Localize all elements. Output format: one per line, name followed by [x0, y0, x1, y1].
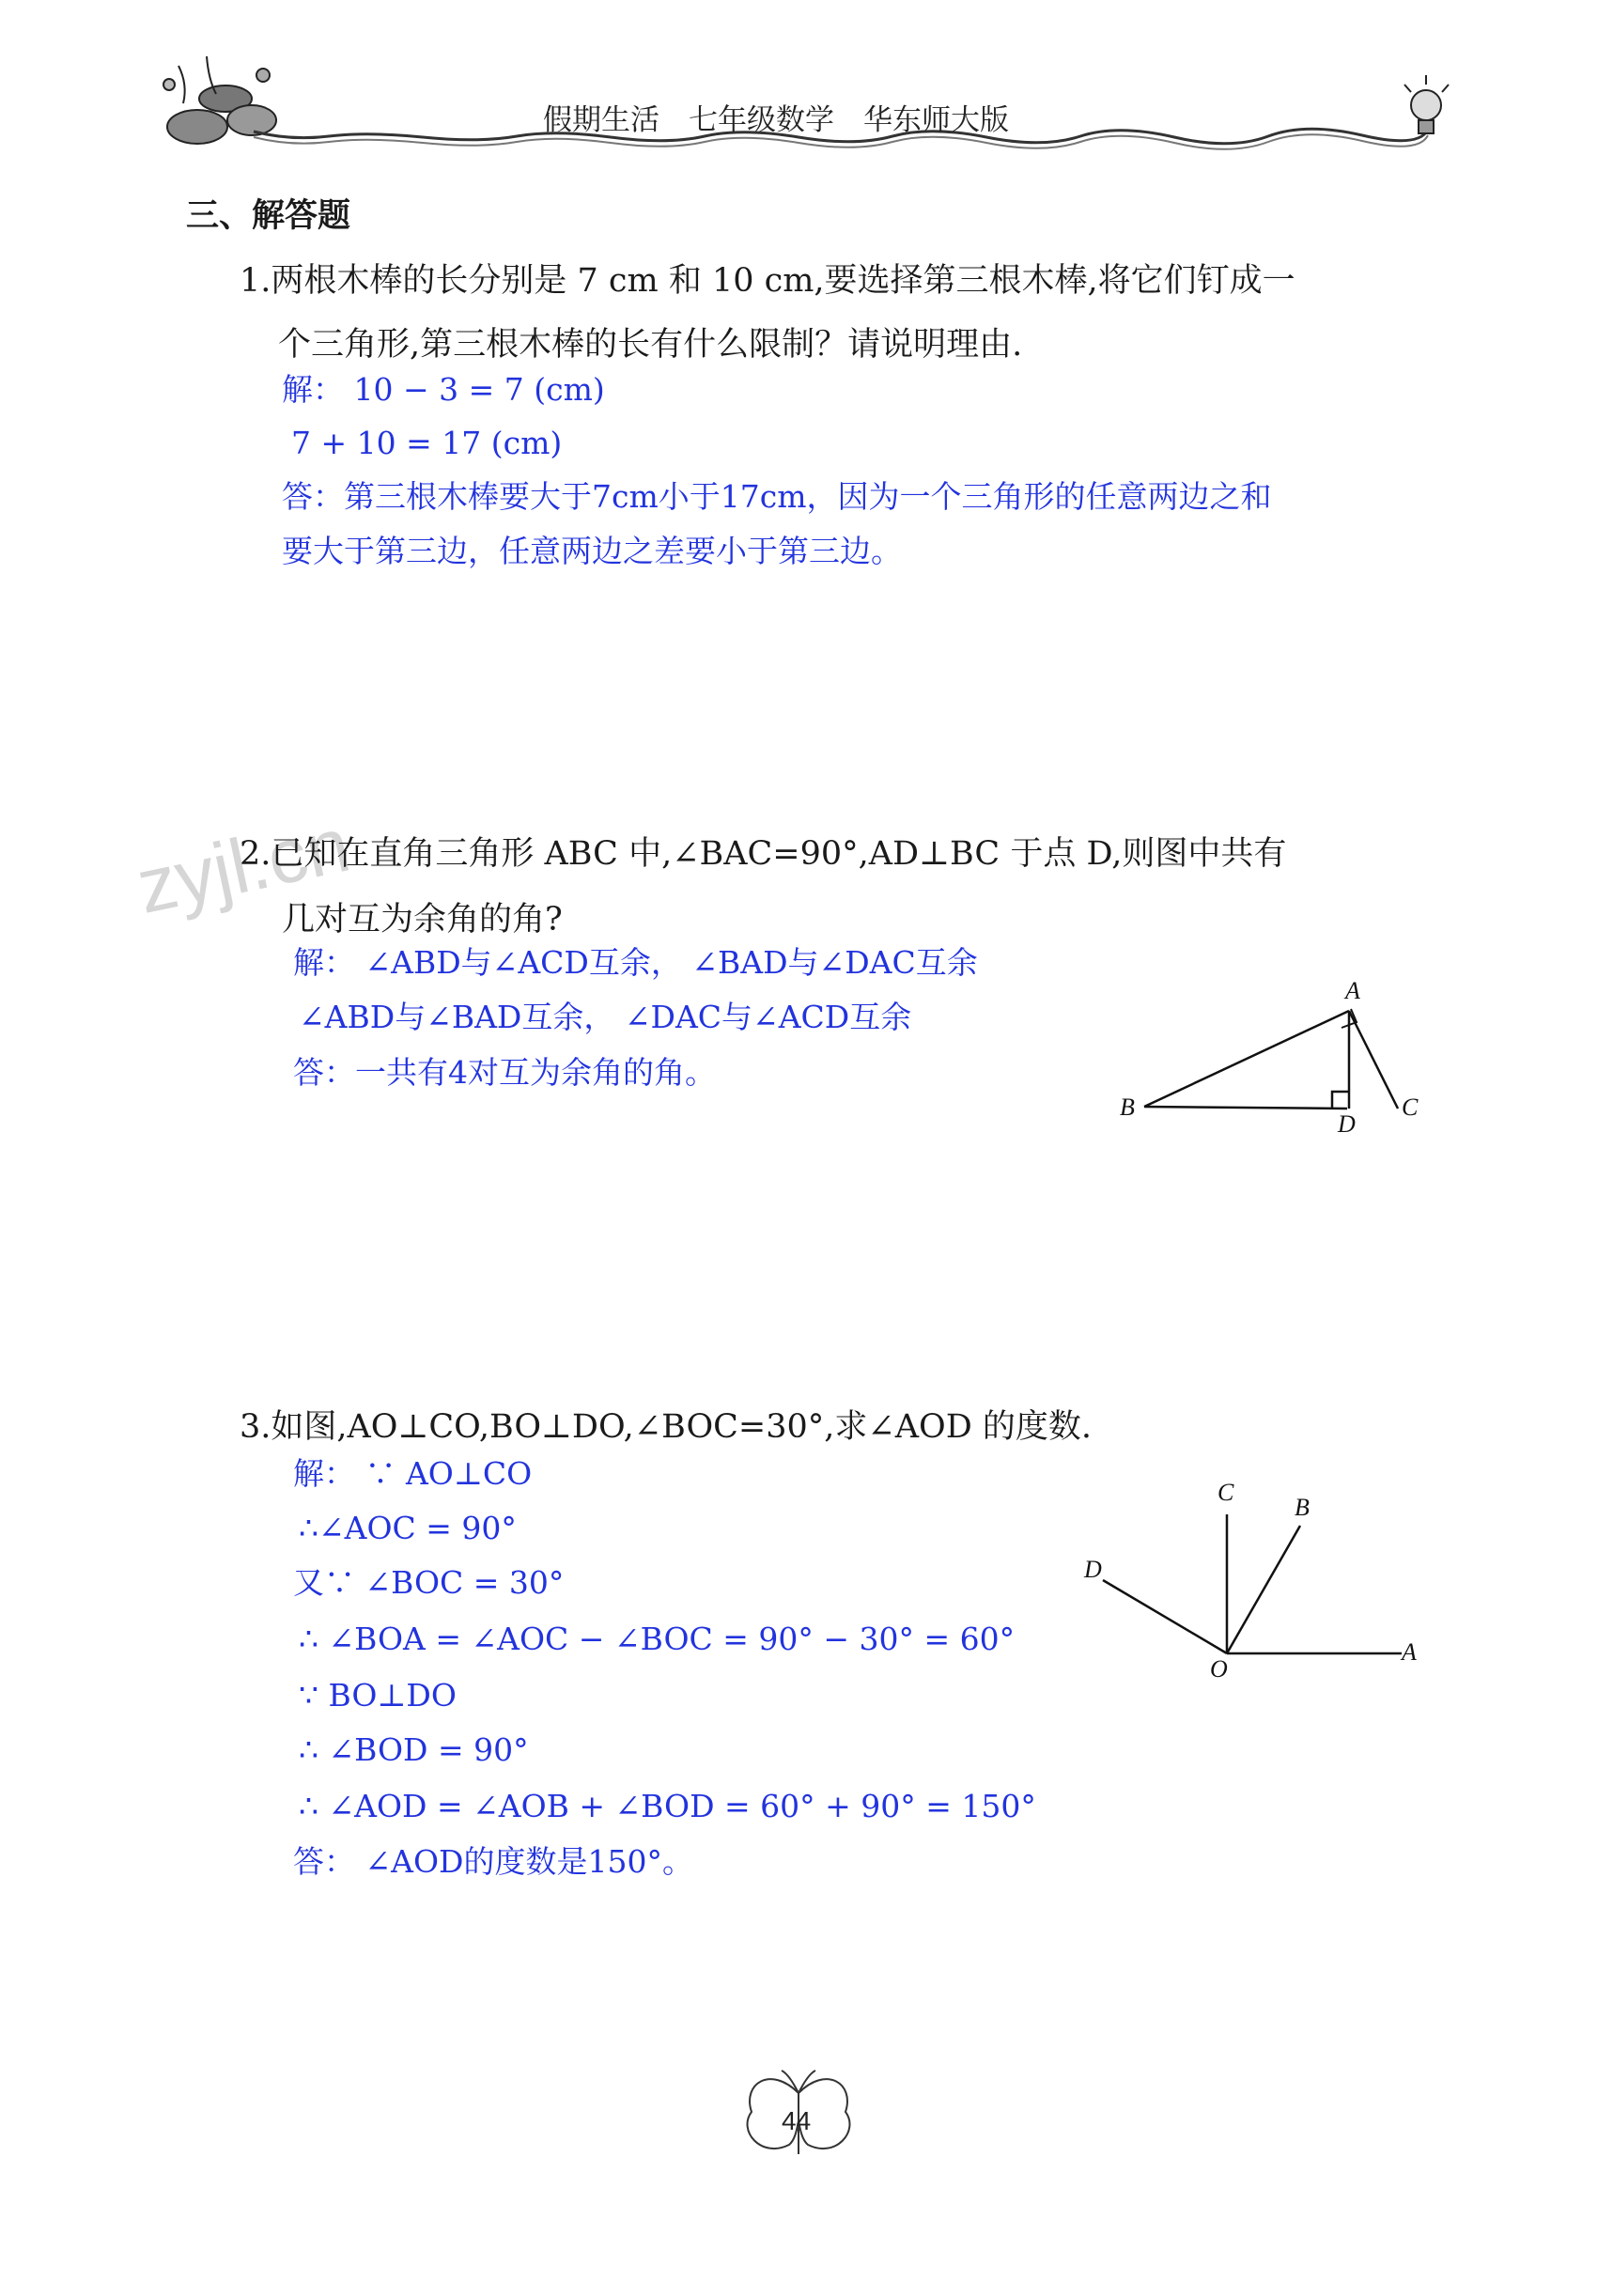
- answer-2-line-3: 答：一共有4对互为余角的角。: [293, 1054, 716, 1091]
- answer-1-line-4: 要大于第三边，任意两边之差要小于第三边。: [282, 533, 902, 569]
- solution-step-7: ∴ ∠AOD = ∠AOB + ∠BOD = 60° + 90° = 150°: [299, 1788, 1036, 1824]
- flower-ornament-icon: [163, 56, 276, 144]
- question-3-line-1: 3.如图,AO⊥CO,BO⊥DO,∠BOC=30°,求∠AOD 的度数.: [240, 1408, 1093, 1446]
- answer-2-line-2: ∠ABD与∠BAD互余， ∠DAC与∠ACD互余: [299, 999, 912, 1035]
- answer-1-line-2: 7 + 10 = 17 (cm): [291, 425, 563, 461]
- label-o: O: [1210, 1655, 1228, 1683]
- header-title: 假期生活 七年级数学 华东师大版: [543, 103, 1009, 137]
- solution-step-6: ∴ ∠BOD = 90°: [299, 1731, 529, 1768]
- solution-step-5: ∵ BO⊥DO: [299, 1677, 457, 1714]
- question-1-line-2: 个三角形,第三根木棒的长有什么限制？请说明理由.: [278, 326, 1023, 364]
- watermark: zyjl.cn: [130, 801, 357, 930]
- solution-step-8: 答： ∠AOD的度数是150°。: [293, 1843, 693, 1880]
- label-a: A: [1402, 1638, 1417, 1666]
- label-b: B: [1120, 1094, 1135, 1121]
- label-a: A: [1345, 977, 1360, 1004]
- question-2-line-1: 2.已知在直角三角形 ABC 中,∠BAC=90°,AD⊥BC 于点 D,则图中共有: [240, 835, 1287, 873]
- label-d: D: [1338, 1110, 1356, 1138]
- solution-step-2: ∴∠AOC = 90°: [299, 1510, 517, 1546]
- answer-1-line-1: 解： 10 − 3 = 7 (cm): [282, 371, 605, 408]
- question-2-line-2: 几对互为余角的角?: [282, 901, 563, 939]
- question-1-line-1: 1.两根木棒的长分别是 7 cm 和 10 cm,要选择第三根木棒,将它们钉成一: [240, 262, 1295, 300]
- label-d: D: [1084, 1556, 1102, 1583]
- angle-diagram: [1071, 1475, 1447, 1691]
- answer-1-line-3: 答：第三根木棒要大于7cm小于17cm，因为一个三角形的任意两边之和: [282, 478, 1272, 515]
- label-b: B: [1295, 1494, 1310, 1521]
- section-title: 三、解答题: [186, 196, 351, 235]
- triangle-diagram: [1099, 968, 1437, 1137]
- label-c: C: [1402, 1094, 1419, 1121]
- solution-step-3: 又∵ ∠BOC = 30°: [293, 1564, 565, 1601]
- page-number: 44: [782, 2106, 812, 2135]
- label-c: C: [1218, 1479, 1234, 1506]
- page-number-ornament: [733, 2065, 864, 2178]
- solution-step-1: 解： ∵ AO⊥CO: [293, 1455, 533, 1492]
- solution-step-4: ∴ ∠BOA = ∠AOC − ∠BOC = 90° − 30° = 60°: [299, 1621, 1016, 1657]
- lightbulb-icon: [1404, 75, 1449, 133]
- answer-2-line-1: 解： ∠ABD与∠ACD互余， ∠BAD与∠DAC互余: [293, 944, 978, 981]
